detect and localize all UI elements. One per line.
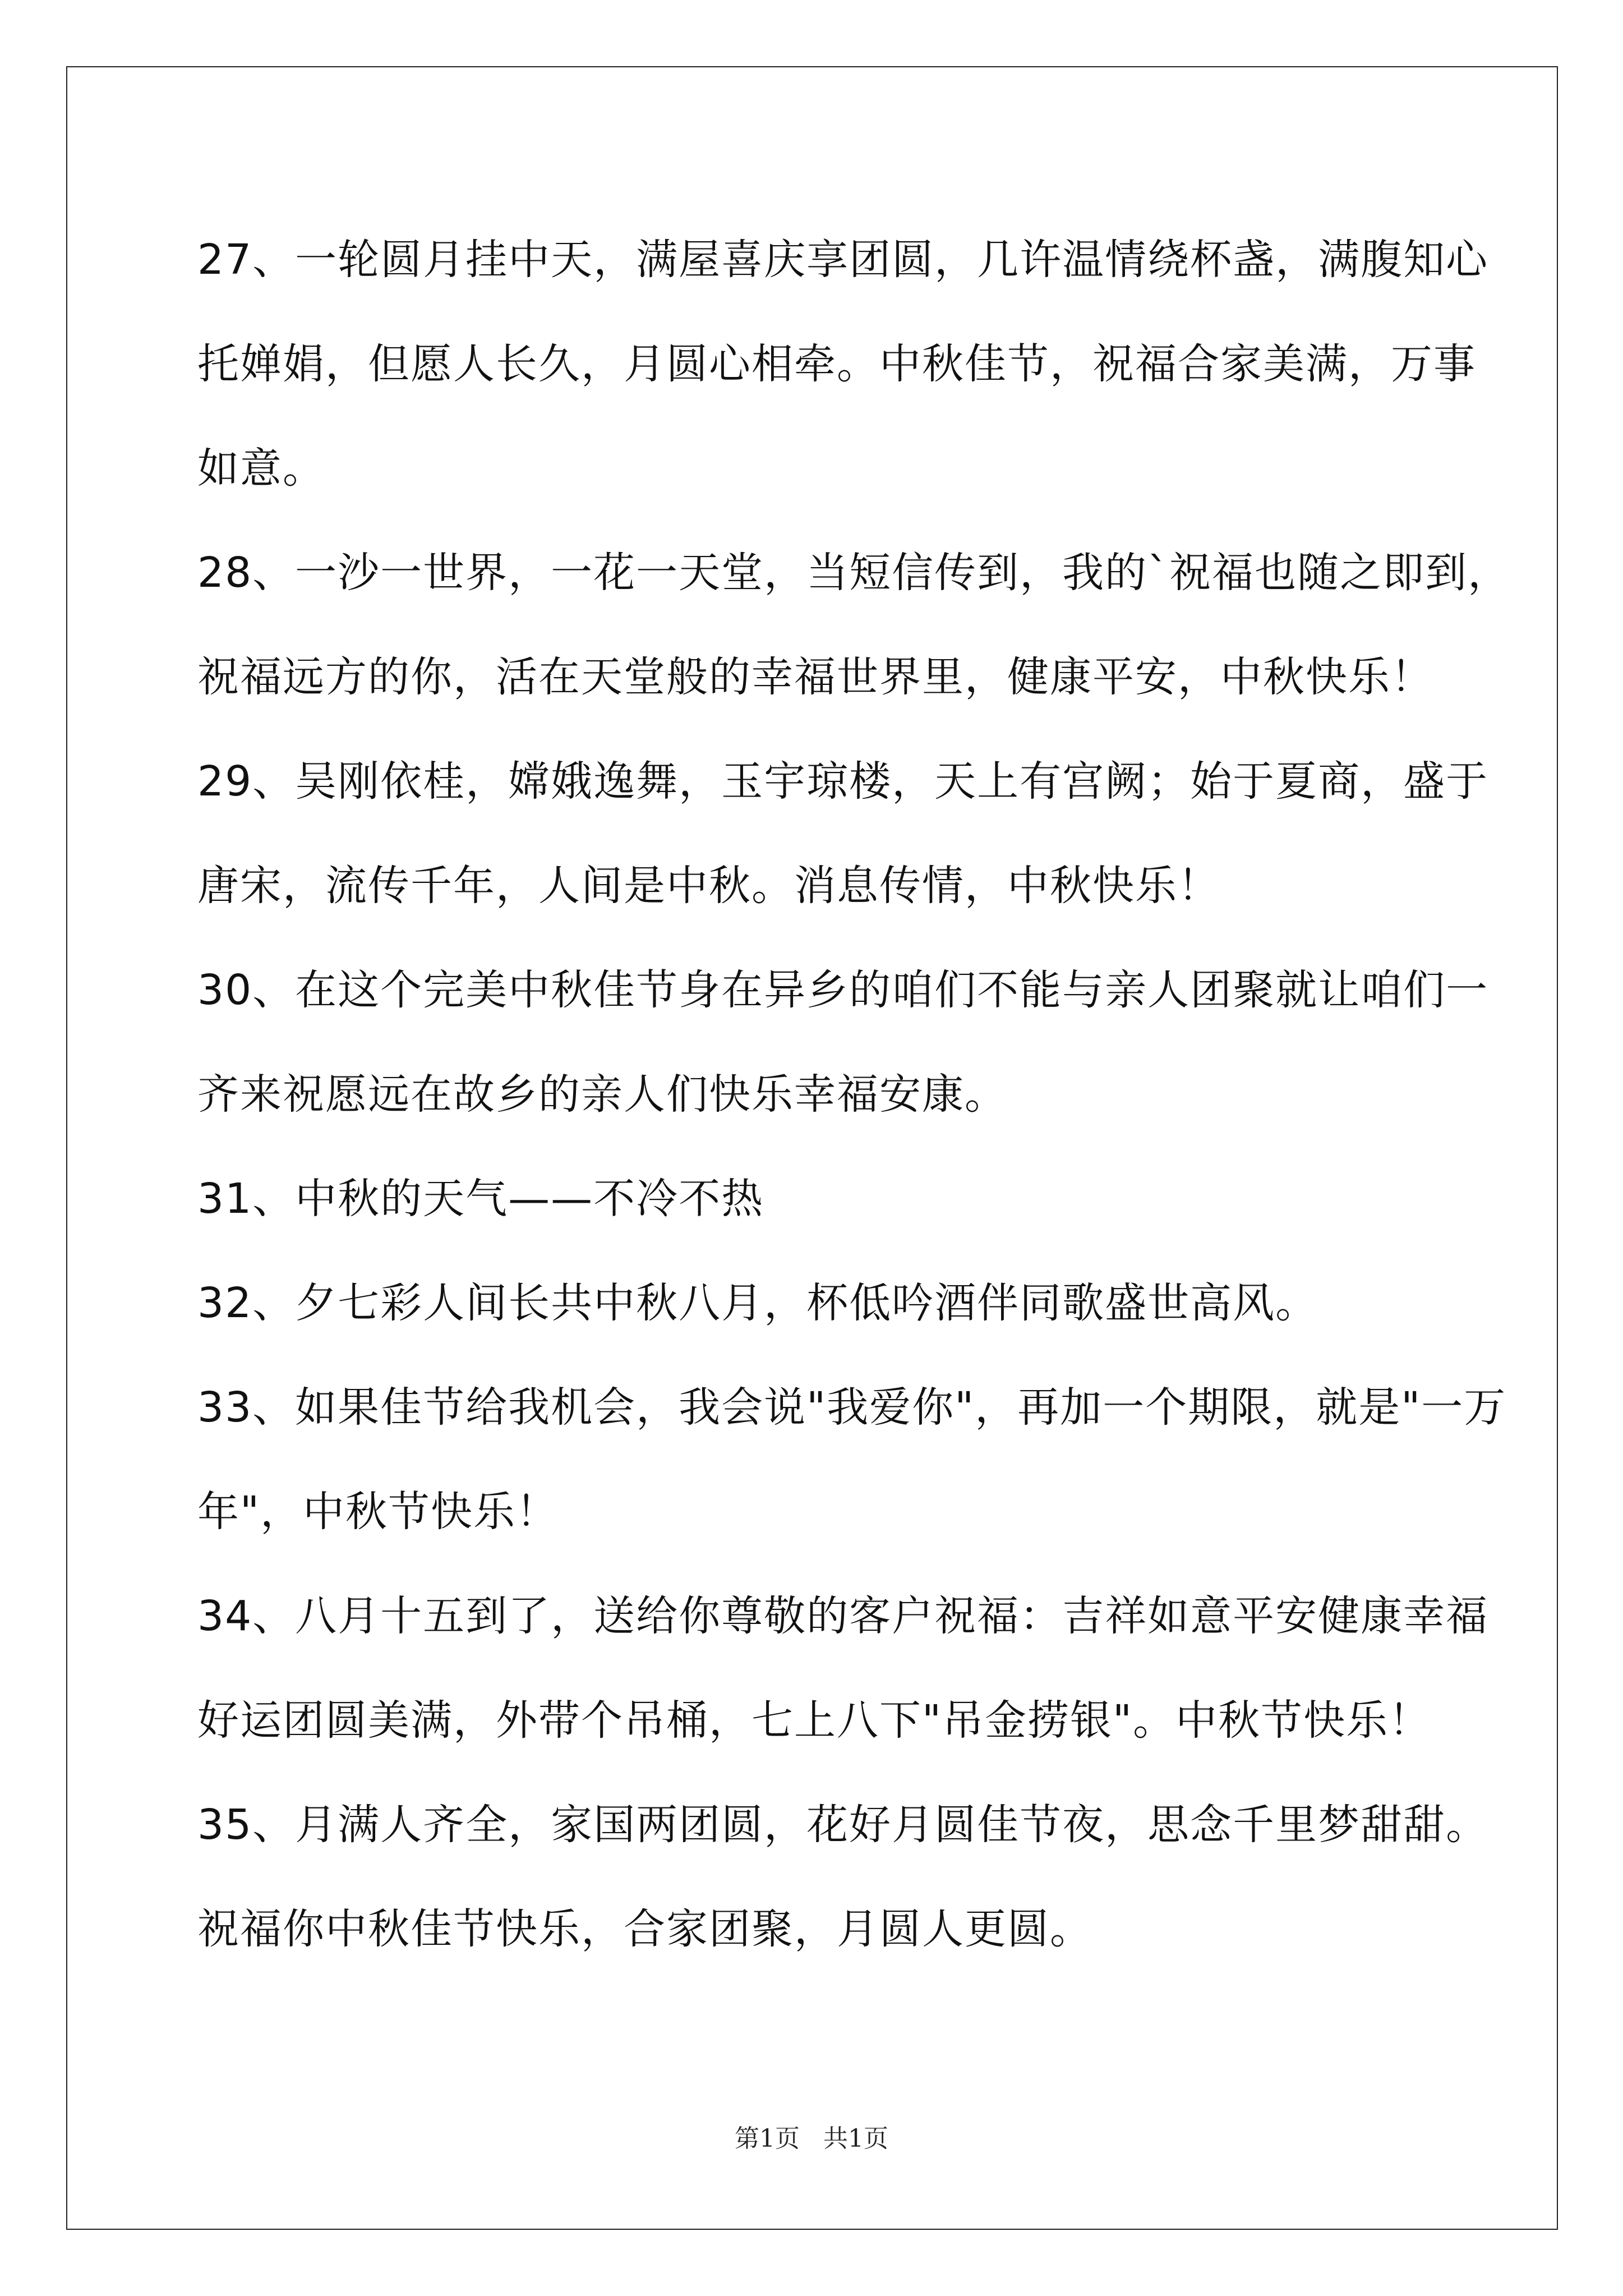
document-body xyxy=(197,208,1511,1981)
text-line: 如意。 xyxy=(197,444,325,493)
text-line: 31、中秋的天气——不冷不热 xyxy=(197,1175,764,1223)
text-line: 33、如果佳节给我机会，我会说"我爱你"，再加一个期限，就是"一万 xyxy=(197,1383,1507,1432)
text-line: 35、月满人齐全，家国两团圆，花好月圆佳节夜，思念千里梦甜甜。 xyxy=(197,1801,1489,1849)
text-line: 祝福你中秋佳节快乐，合家团聚，月圆人更圆。 xyxy=(197,1905,1092,1953)
text-line: 好运团圆美满，外带个吊桶，七上八下"吊金捞银"。中秋节快乐！ xyxy=(197,1696,1432,1745)
text-line: 齐来祝愿远在故乡的亲人们快乐幸福安康。 xyxy=(197,1070,1007,1119)
text-line: 28、一沙一世界，一花一天堂，当短信传到，我的`祝福也随之即到， xyxy=(197,549,1511,597)
text-line: 30、在这个完美中秋佳节身在异乡的咱们不能与亲人团聚就让咱们一 xyxy=(197,966,1489,1014)
text-line: 27、一轮圆月挂中天，满屋喜庆享团圆，几许温情绕杯盏，满腹知心 xyxy=(197,236,1489,284)
text-line: 唐宋，流传千年，人间是中秋。消息传情，中秋快乐！ xyxy=(197,862,1220,910)
text-line: 托婵娟，但愿人长久，月圆心相牵。中秋佳节，祝福合家美满，万事 xyxy=(197,340,1476,388)
text-line: 32、夕七彩人间长共中秋八月，杯低吟酒伴同歌盛世高风。 xyxy=(197,1279,1318,1327)
text-line: 年"，中秋节快乐！ xyxy=(197,1488,559,1536)
page-footer: 第1页 共1页 xyxy=(735,2124,888,2153)
text-line: 34、八月十五到了，送给你尊敬的客户祝福：吉祥如意平安健康幸福 xyxy=(197,1592,1489,1640)
text-line: 29、吴刚依桂，嫦娥逸舞，玉宇琼楼，天上有宫阙；始于夏商，盛于 xyxy=(197,757,1489,806)
text-line: 祝福远方的你，活在天堂般的幸福世界里，健康平安，中秋快乐！ xyxy=(197,653,1433,701)
